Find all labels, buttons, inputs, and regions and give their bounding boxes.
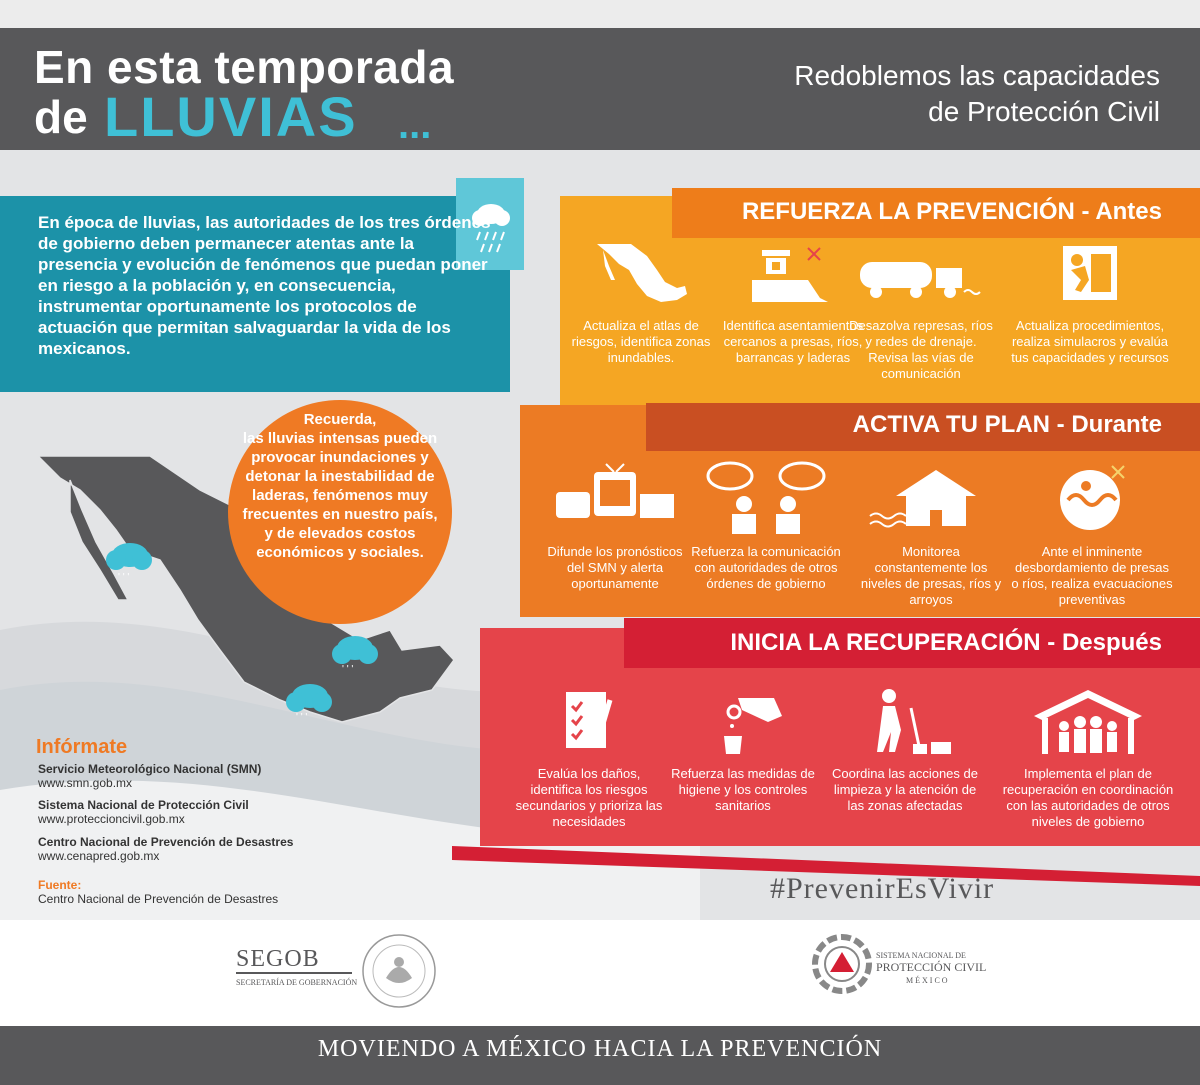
recuerda-body: las lluvias intensas pueden provocar inundaciones y detonar la inestabilidad de laderas, fenómenos muy frecuentes en nuestro país, y de elevados costos económicos y sociales. xyxy=(242,430,438,561)
despues-item-recuperacion-text: Implementa el plan de recuperación en coordinación con las autoridades de otros niveles de gobierno xyxy=(1002,766,1174,829)
antes-item-desazolva xyxy=(846,240,996,382)
source-cenapred-url[interactable]: www.cenapred.gob.mx xyxy=(38,849,160,863)
title-de: de xyxy=(34,91,88,143)
despues-item-recuperacion xyxy=(1002,686,1174,830)
despues-item-danos-text: Evalúa los daños, identifica los riesgos secundarios y prioriza las necesidades xyxy=(515,766,663,829)
durante-item-monitorea xyxy=(856,460,1006,608)
antes-item-simulacros xyxy=(1008,240,1172,366)
fuente-label: Fuente: xyxy=(38,878,82,892)
durante-item-pronosticos xyxy=(540,460,690,592)
despues-item-higiene xyxy=(668,686,818,814)
exit-door-icon xyxy=(1055,240,1125,310)
intro-text: En época de lluvias, las autoridades de los tres órdenes de gobierno deben permanecer atentas ante la presencia y evolución de fenómenos que puedan poner en riesgo a la población y, en consecuencia, instrumentar oportunamente los protocolos de actuación que permitan salvaguardar la vida de los mexicanos. xyxy=(38,213,491,358)
svg-text:' ' ': ' ' ' xyxy=(296,712,308,723)
segob-subtitle: SECRETARÍA DE GOBERNACIÓN xyxy=(236,978,358,987)
despues-item-danos xyxy=(514,686,664,830)
source-smn-name: Servicio Meteorológico Nacional (SMN) xyxy=(38,762,262,776)
subtitle-line2: de Protección Civil xyxy=(928,96,1160,127)
hygiene-icon xyxy=(698,686,788,758)
stage-antes-heading: REFUERZA LA PREVENCIÓN - Antes xyxy=(741,198,1162,225)
house-risk-icon xyxy=(748,240,838,310)
despues-item-limpieza xyxy=(830,686,980,814)
durante-item-monitorea-text: Monitorea constantemente los niveles de presas, ríos y arroyos xyxy=(860,544,1002,607)
stage-despues-heading: INICIA LA RECUPERACIÓN - Después xyxy=(730,629,1162,656)
durante-item-pronosticos-text: Difunde los pronósticos del SMN y alerta oportunamente xyxy=(547,544,683,591)
logos-bar xyxy=(0,920,1200,1026)
despues-item-limpieza-text: Coordina las acciones de limpieza y la atención de las zonas afectadas xyxy=(832,766,978,813)
hashtag: #PrevenirEsVivir xyxy=(770,872,995,905)
antes-item-atlas xyxy=(566,240,716,366)
despues-item-higiene-text: Refuerza las medidas de higiene y los controles sanitarios xyxy=(671,766,815,813)
segob-divider xyxy=(236,972,352,974)
source-cenapred-name: Centro Nacional de Prevención de Desastres xyxy=(38,835,294,849)
antes-item-simulacros-text: Actualiza procedimientos, realiza simulacros y evalúa tus capacidades y recursos xyxy=(1011,318,1169,365)
source-sinaproc-url[interactable]: www.proteccioncivil.gob.mx xyxy=(38,812,185,826)
mexico-seal-icon xyxy=(360,932,438,1010)
antes-item-atlas-text: Actualiza el atlas de riesgos, identifica zonas inundables. xyxy=(571,318,711,365)
pc-line1: SISTEMA NACIONAL DE xyxy=(876,951,966,960)
title-line1: En esta temporada xyxy=(34,41,455,93)
segob-logo: SEGOB xyxy=(236,946,320,972)
house-water-icon xyxy=(866,460,996,536)
antes-item-asentamientos-text: Identifica asentamientos cercanos a presas, ríos, barrancas y laderas xyxy=(722,318,864,365)
informate-title: Infórmate xyxy=(36,736,128,758)
durante-item-evacuaciones-text: Ante el inminente desbordamiento de presas o ríos, realiza evacuaciones preventivas xyxy=(1011,544,1173,607)
mexico-map-icon xyxy=(591,240,691,310)
fuente-text: Centro Nacional de Prevención de Desastres xyxy=(38,892,279,906)
svg-text:' ' ': ' ' ' xyxy=(342,664,354,675)
durante-item-evacuaciones xyxy=(1010,460,1174,608)
people-talking-icon xyxy=(696,460,836,536)
title-dots: ... xyxy=(398,103,432,147)
antes-item-desazolva-text: Desazolva represas, ríos y redes de drenaje. Revisa las vías de comunicación xyxy=(849,318,993,381)
pc-line2: PROTECCIÓN CIVIL xyxy=(876,960,987,974)
pc-line3: MÉXICO xyxy=(906,976,950,985)
tanker-truck-icon xyxy=(856,240,986,310)
source-smn-url[interactable]: www.smn.gob.mx xyxy=(38,776,133,790)
flood-person-icon xyxy=(1052,460,1132,536)
family-house-icon xyxy=(1028,686,1148,758)
recuerda-lead: Recuerda, xyxy=(303,411,377,428)
durante-item-comunicacion-text: Refuerza la comunicación con autoridades de otros órdenes de gobierno xyxy=(691,544,841,591)
subtitle-line1: Redoblemos las capacidades xyxy=(794,60,1160,91)
durante-item-comunicacion xyxy=(686,460,846,592)
recuerda-text xyxy=(240,410,440,562)
top-strip xyxy=(0,0,1200,28)
cleaning-icon xyxy=(855,686,955,758)
svg-text:' ' ': ' ' ' xyxy=(118,572,130,583)
media-icon xyxy=(550,460,680,536)
footer-text: MOVIENDO A MÉXICO HACIA LA PREVENCIÓN xyxy=(317,1036,883,1062)
title-highlight: LLUVIAS xyxy=(104,85,358,148)
source-sinaproc-name: Sistema Nacional de Protección Civil xyxy=(38,798,249,812)
proteccion-civil-logo-icon xyxy=(812,934,872,994)
checklist-icon xyxy=(554,686,624,758)
stage-durante-heading: ACTIVA TU PLAN - Durante xyxy=(852,411,1162,438)
